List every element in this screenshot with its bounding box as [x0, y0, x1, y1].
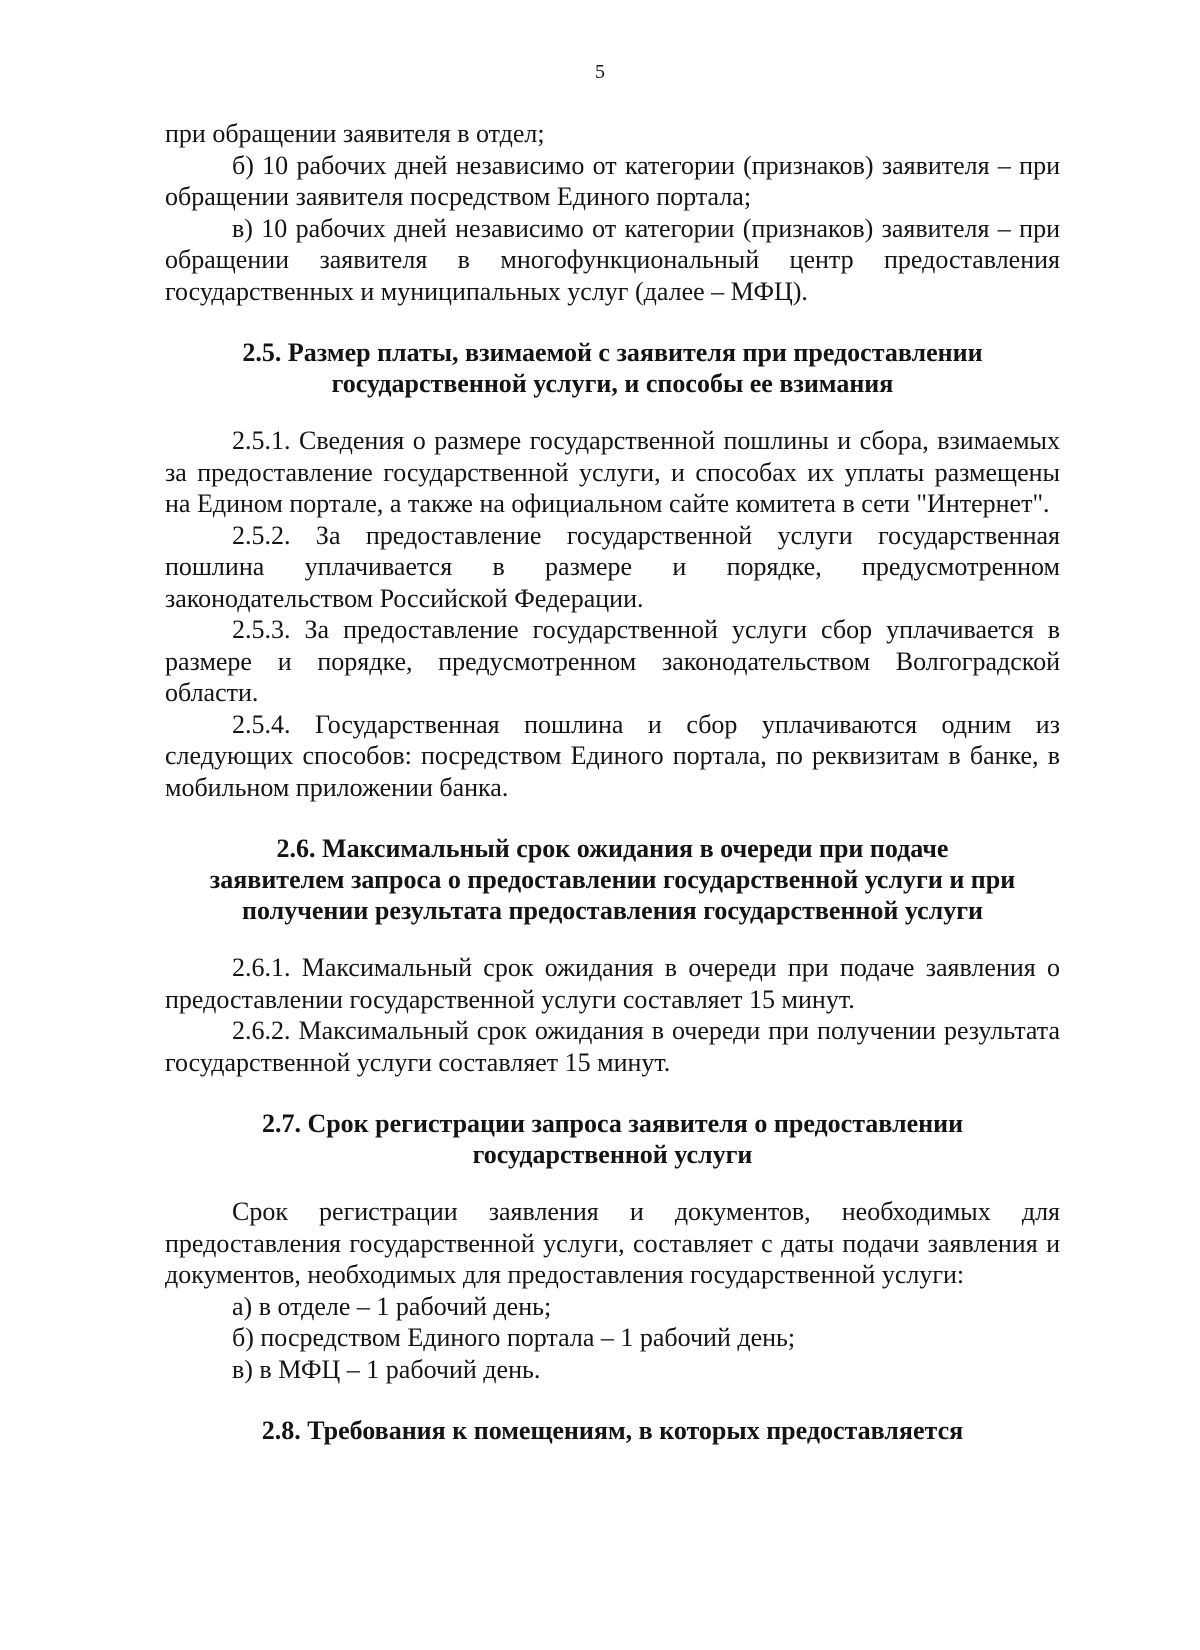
- section-heading-line: 2.6. Максимальный срок ожидания в очереди при подаче: [276, 834, 949, 863]
- document-body: [165, 118, 1060, 1446]
- section-heading-line: 2.8. Требования к помещениям, в которых предоставляется: [261, 1416, 964, 1445]
- paragraph-2-5-4: 2.5.4. Государственная пошлина и сбор уплачиваются одним из следующих способов: посредством Единого портала, по реквизитам в банке, в мобильном приложении банка.: [165, 709, 1060, 802]
- list-item-b: б) посредством Единого портала – 1 рабочий день;: [232, 1323, 796, 1352]
- section-2-8-heading: [165, 1415, 1060, 1446]
- section-heading-line: государственной услуги: [472, 1140, 753, 1169]
- paragraph-2-7: Срок регистрации заявления и документов, необходимых для предоставления государственной услуги, составляет с даты подачи заявления и документов, необходимых для предоставления государственной услуги:: [165, 1197, 1060, 1289]
- section-heading-line: заявителем запроса о предоставлении государственной услуги и при: [209, 865, 1016, 894]
- section-heading-line: государственной услуги, и способы ее взимания: [331, 369, 894, 398]
- paragraph-intro-b: б) 10 рабочих дней независимо от категории (признаков) заявителя – при обращении заявителя посредством Единого портала;: [165, 150, 1060, 211]
- paragraph-2-5-2: 2.5.2. За предоставление государственной услуги государственная пошлина уплачивается в размере и порядке, предусмотренном законодательством Российской Федерации.: [165, 520, 1060, 613]
- section-heading-line: 2.7. Срок регистрации запроса заявителя о предоставлении: [261, 1109, 964, 1138]
- section-2-5-heading: [165, 337, 1060, 399]
- section-heading-line: получении результата предоставления государственной услуги: [241, 896, 984, 925]
- list-item-v: в) в МФЦ – 1 рабочий день.: [232, 1354, 541, 1384]
- section-2-7-heading: [165, 1108, 1060, 1170]
- paragraph-2-6-1: 2.6.1. Максимальный срок ожидания в очереди при подаче заявления о предоставлении государственной услуги составляет 15 минут.: [165, 953, 1060, 1014]
- paragraph-intro-continuation: при обращении заявителя в отдел;: [165, 119, 545, 148]
- paragraph-2-6-2: 2.6.2. Максимальный срок ожидания в очереди при получении результата государственной услуги составляет 15 минут.: [165, 1016, 1060, 1077]
- page-number: 5: [595, 61, 605, 83]
- paragraph-2-5-1: 2.5.1. Сведения о размере государственной пошлины и сбора, взимаемых за предоставление государственной услуги, и способах их уплаты размещены на Едином портале, а также на официальном сайте комитета в сети "Интернет".: [165, 426, 1060, 518]
- paragraph-intro-v: в) 10 рабочих дней независимо от категории (признаков) заявителя – при обращении заявителя в многофункциональный центр предоставления государственных и муниципальных услуг (далее – МФЦ).: [165, 213, 1060, 306]
- section-heading-line: 2.5. Размер платы, взимаемой с заявителя при предоставлении: [242, 338, 983, 367]
- section-2-6-heading: [165, 833, 1060, 926]
- paragraph-2-5-3: 2.5.3. За предоставление государственной услуги сбор уплачивается в размере и порядке, предусмотренном законодательством Волгоградской области.: [165, 615, 1060, 707]
- list-item-a: а) в отделе – 1 рабочий день;: [232, 1291, 552, 1321]
